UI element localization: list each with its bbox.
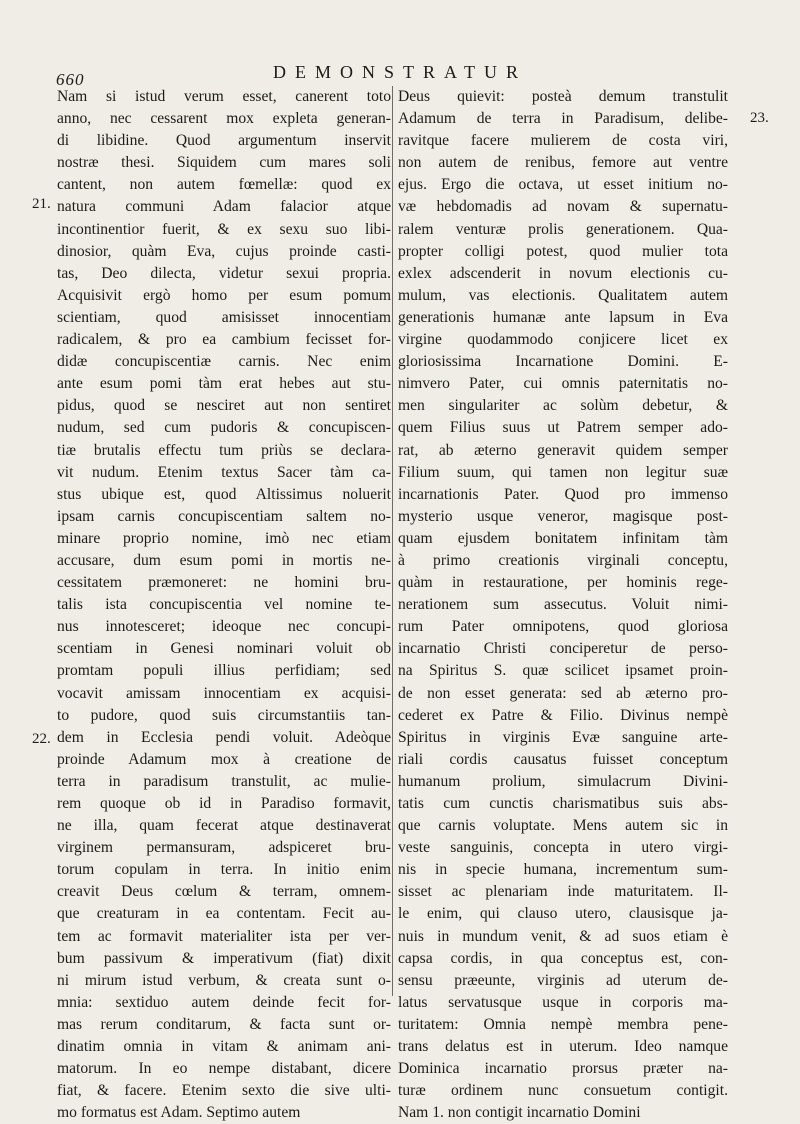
text-line: veste sanguinis, concepta in utero virgi- (398, 839, 728, 857)
text-line: radicalem, & pro ea cambium fecisset for- (57, 331, 391, 349)
text-line: ravitque facere mulierem de costa viri, (398, 132, 728, 150)
text-line: promtam populi illius perfidiam; sed (57, 662, 391, 680)
text-line: rum Pater omnipotens, quod gloriosa (398, 618, 728, 636)
text-line: turæ ordinem nunc consuetum contigit. (398, 1082, 728, 1100)
text-line: ante esum pomi tàm erat hebes aut stu- (57, 375, 391, 393)
text-line: mo formatus est Adam. Septimo autem (57, 1104, 301, 1122)
text-line: Nam 1. non contigit incarnatio Domini (398, 1104, 641, 1122)
text-line: ejus. Ergo die octava, ut esset initium no- (398, 176, 728, 194)
text-line: capsa cordis, in qua conceptus est, con- (398, 949, 728, 967)
text-line: Dominica incarnatio prorsus præter na- (398, 1060, 728, 1078)
text-line: didæ concupiscentiæ carnis. Nec enim (57, 353, 391, 371)
text-line: Spiritus in virginis Evæ sanguine arte- (398, 728, 728, 746)
text-line: le enim, qui clauso utero, clausisque ja- (398, 905, 728, 923)
text-line: Nam si istud verum esset, canerent toto (57, 88, 391, 105)
text-line: dem in Ecclesia pendi voluit. Adeòque (57, 728, 391, 746)
text-line: cantent, non autem fœmellæ: quod ex (57, 176, 391, 194)
text-line: natura communi Adam falacior atque (57, 198, 391, 216)
text-line: sensu præeunte, virginis ad uterum de- (398, 971, 728, 989)
text-line: nostræ thesi. Siquidem cum mares soli (57, 154, 391, 172)
text-line: scientiam, quod amisisset innocentiam (57, 308, 391, 326)
text-line: mysterio usque veneror, magisque post- (398, 507, 728, 525)
text-line: non autem de renibus, femore aut ventre (398, 154, 728, 172)
text-line: virgine quodammodo conjicere licet ex (398, 331, 728, 349)
text-line: na Spiritus S. quæ scilicet ipsamet proin- (398, 662, 728, 680)
text-line: rem quoque ob id in Paradiso formavit, (57, 795, 391, 812)
text-line: di libidine. Quod argumentum inservit (57, 132, 391, 150)
text-line: gloriosissima Incarnatione Domini. E- (398, 353, 728, 371)
text-line: talis ista concupiscentia vel nomine te- (57, 596, 391, 614)
text-line: pidus, quod se nesciret aut non sentiret (57, 397, 391, 415)
text-line: virginem permansuram, adspiceret bru- (57, 839, 391, 857)
text-line: tas, Deo dilecta, videtur sexui propria. (57, 264, 391, 282)
text-line: nudum, sed cum pudoris & concupiscen- (57, 419, 391, 437)
margin-number-right: 23. (750, 110, 769, 126)
text-line: væ hebdomadis ad novam & supernatu- (398, 198, 728, 216)
text-line: latus servatusque usque in corporis ma- (398, 993, 728, 1011)
text-line: Deus quievit: posteà demum transtulit (398, 88, 728, 105)
text-line: mulum, vas electionis. Qualitatem autem (398, 286, 728, 304)
text-line: humanum prolium, simulacrum Divini- (398, 772, 728, 790)
text-line: ipsam carnis concupiscentiam saltem no- (57, 507, 391, 525)
text-line: stus ubique est, quod Altissimus noluerit (57, 485, 391, 503)
text-line: exlex adscenderit in novum electionis cu- (398, 264, 728, 282)
text-line: quàm in restauratione, per hominis rege- (398, 574, 728, 592)
text-line: nuis in mundum venit, & ad suos etiam è (398, 927, 728, 945)
text-line: dinosior, quàm Eva, cujus proinde casti- (57, 242, 391, 260)
page-number: 660 (56, 70, 85, 89)
text-line: ne illa, quam fecerat atque destinaverat (57, 817, 391, 835)
text-line: de non esset generata: sed ab æterno pro- (398, 684, 728, 702)
text-line: que creaturam in ea contentam. Fecit au- (57, 905, 391, 923)
text-line: propter colligi potest, quod mulier tota (398, 242, 728, 260)
text-line: incontinentior fuerit, & ex sexu suo libi- (57, 220, 391, 238)
text-line: nus innotesceret; ideoque nec concupi- (57, 618, 391, 636)
text-line: generationis humanæ ante lapsum in Eva (398, 308, 728, 326)
text-line: ralem venturæ prolis generationem. Qua- (398, 220, 728, 238)
text-line: torum copulam in terra. In initio enim (57, 861, 391, 879)
text-line: men singulariter ac solùm debetur, & (398, 397, 728, 415)
text-line: minare proprio nomine, imò nec etiam (57, 529, 391, 547)
text-line: nerationem sum assecutus. Voluit nimi- (398, 596, 728, 614)
text-line: que carnis voluptate. Mens autem sic in (398, 817, 728, 835)
text-line: proinde Adamum mox à creatione de (57, 750, 391, 768)
text-line: trans delatus est in uterum. Ideo namque (398, 1038, 728, 1056)
text-line: tem ac formavit materialiter ista per ver- (57, 927, 391, 945)
text-line: turitatem: Omnia nempè membra pene- (398, 1015, 728, 1033)
text-line: riali cordis causatus fuisset conceptum (398, 750, 728, 768)
margin-number-left-first: 21. (32, 196, 51, 212)
text-line: vit nudum. Etenim textus Sacer tàm ca- (57, 463, 391, 481)
running-title: DEMONSTRATUR (272, 62, 527, 82)
text-line: Adamum de terra in Paradisum, delibe- (398, 110, 728, 128)
text-line: mnia: sextiduo autem deinde fecit for- (57, 993, 391, 1011)
text-line: incarnatio Christi conciperetur de perso- (398, 640, 728, 658)
column-divider (392, 86, 393, 996)
text-line: à primo creationis virginali conceptu, (398, 551, 728, 569)
text-line: cessitatem præmoneret: ne homini bru- (57, 574, 391, 592)
text-line: fiat, & facere. Etenim sexto die sive ulti- (57, 1082, 391, 1100)
text-line: anno, nec cessarent mox expleta generan- (57, 110, 391, 128)
left-text-column (57, 86, 391, 1124)
text-line: dinatim omnia in vitam & animam ani- (57, 1038, 391, 1056)
text-line: creavit Deus cœlum & terram, omnem- (57, 883, 391, 901)
text-line: scentiam in Genesi nominari voluit ob (57, 640, 391, 658)
text-line: tiæ brutalis effectu tum priùs se declara- (57, 441, 391, 459)
text-line: matorum. In eo nempe distabant, dicere (57, 1060, 391, 1078)
text-line: vocavit amissam innocentiam ex acquisi- (57, 684, 391, 702)
text-line: nis in specie humana, incrementum sum- (398, 861, 728, 879)
text-line: terra in paradisum transtulit, ac mulie- (57, 772, 391, 790)
text-line: Acquisivit ergò homo per esum pomum (57, 286, 391, 304)
text-line: mas rerum conditarum, & facta sunt or- (57, 1015, 391, 1033)
text-line: ni mirum istud verbum, & creata sunt o- (57, 971, 391, 989)
text-line: quem Filius suus ut Patrem semper ado- (398, 419, 728, 437)
text-line: to pudore, quod suis circumstantiis tan- (57, 706, 391, 724)
text-line: tatis cum cunctis charismatibus suis abs- (398, 795, 728, 812)
text-line: quam ejusdem bonitatem infinitam tàm (398, 529, 728, 547)
text-line: accusare, dum esum pomi in mortis ne- (57, 551, 391, 569)
text-line: rat, ab æterno generavit quidem semper (398, 441, 728, 459)
text-line: nimvero Pater, cui omnis paternitatis no- (398, 375, 728, 393)
right-text-column (398, 86, 728, 1124)
text-line: incarnationis Pater. Quod pro immenso (398, 485, 728, 503)
text-line: sisset ac plenariam inde maturitatem. Il- (398, 883, 728, 901)
text-line: Filium suum, qui tamen non legitur suæ (398, 463, 728, 481)
text-line: cederet ex Patre & Filio. Divinus nempè (398, 706, 728, 724)
text-line: bum passivum & imperativum (fiat) dixit (57, 949, 391, 967)
margin-number-left-second: 22. (32, 731, 51, 747)
